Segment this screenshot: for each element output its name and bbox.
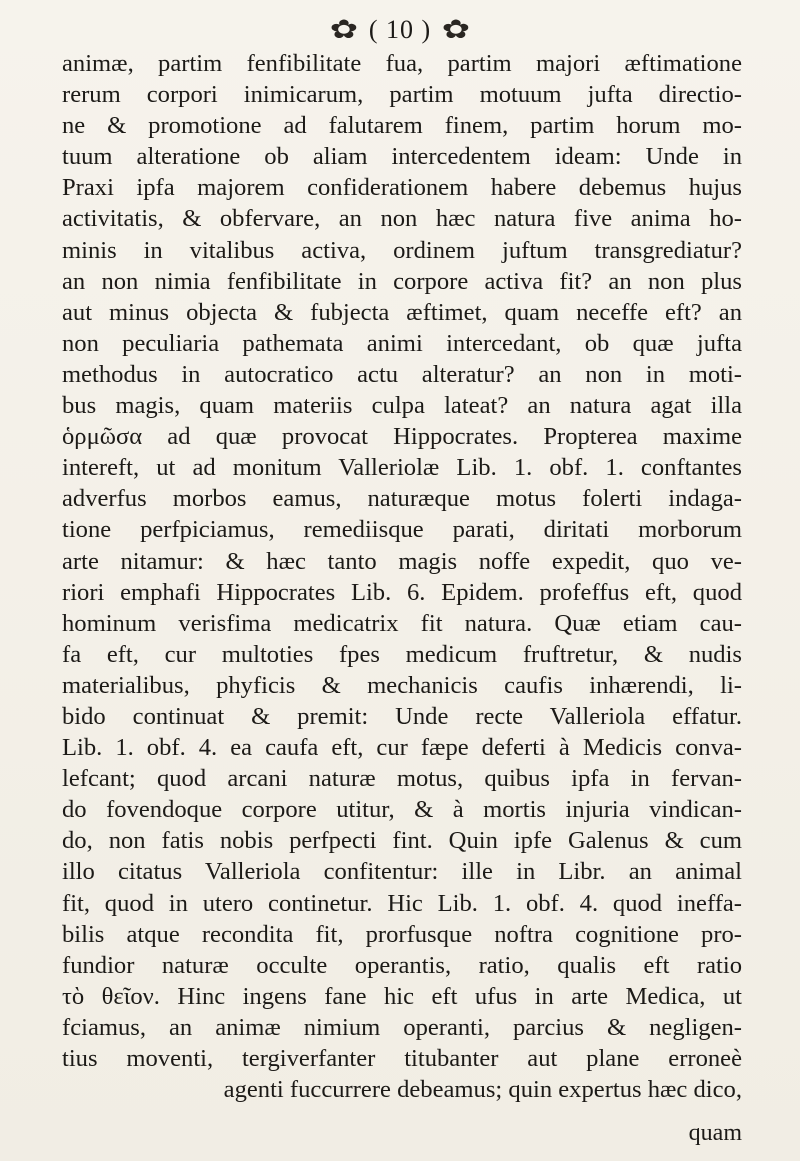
text-line: do fovendoque corpore utitur, & à mortis injuria vindican-	[62, 796, 742, 824]
text-line: agenti fuccurrere debeamus; quin expertus hæc dico,	[223, 1076, 742, 1104]
text-line: do, non fatis nobis perfpecti fint. Quin ipfe Galenus & cum	[62, 827, 742, 855]
text-line: tius moventi, tergiverfanter titubanter aut plane erroneè	[62, 1045, 742, 1072]
text-line: arte nitamur: & hæc tanto magis noffe expedit, quo ve-	[62, 547, 742, 575]
body-text	[62, 48, 742, 1105]
text-line: ne & promotione ad falutarem finem, partim horum mo-	[62, 112, 742, 140]
text-line: rerum corpori inimicarum, partim motuum jufta directio-	[62, 81, 742, 109]
text-line: aut minus objecta & fubjecta æftimet, quam neceffe eft? an	[62, 298, 742, 326]
text-line: an non nimia fenfibilitate in corpore activa fit? an non plus	[62, 267, 742, 295]
text-line: methodus in autocratico actu alteratur? an non in moti-	[62, 360, 742, 388]
text-line: ὁρμῶσα ad quæ provocat Hippocrates. Propterea maxime	[62, 423, 742, 451]
text-line: fciamus, an animæ nimium operanti, parcius & negligen-	[62, 1013, 742, 1041]
ornament-right-icon: ✿	[441, 15, 471, 44]
ornament-left-icon: ✿	[329, 15, 359, 44]
text-line: animæ, partim fenfibilitate fua, partim majori æftimatione	[62, 50, 742, 77]
text-line: fit, quod in utero continetur. Hic Lib. 1. obf. 4. quod ineffa-	[62, 889, 742, 917]
text-line: fa eft, cur multoties fpes medicum fruftretur, & nudis	[62, 640, 742, 668]
text-line: non peculiaria pathemata animi intercedant, ob quæ jufta	[62, 329, 742, 357]
text-line: minis in vitalibus activa, ordinem juftum transgrediatur?	[62, 236, 742, 264]
text-line: fundior naturæ occulte operantis, ratio, qualis eft ratio	[62, 951, 742, 979]
text-line: Lib. 1. obf. 4. ea caufa eft, cur fæpe deferti à Medicis conva-	[62, 734, 742, 762]
text-line: bilis atque recondita fit, prorfusque noftra cognitione pro-	[62, 920, 742, 948]
text-line: bido continuat & premit: Unde recte Valleriola effatur.	[62, 702, 742, 730]
catchword: quam	[688, 1120, 742, 1146]
text-line: tione perfpiciamus, remediisque parati, diritati morborum	[62, 516, 742, 544]
text-line: adverfus morbos eamus, naturæque motus folerti indaga-	[62, 485, 742, 513]
text-line: bus magis, quam materiis culpa lateat? an natura agat illa	[62, 392, 742, 420]
text-line: materialibus, phyficis & mechanicis caufis inhærendi, li-	[62, 671, 742, 699]
text-line: activitatis, & obfervare, an non hæc natura five anima ho-	[62, 205, 742, 233]
text-line: riori emphafi Hippocrates Lib. 6. Epidem. profeffus eft, quod	[62, 578, 742, 606]
text-line: intereft, ut ad monitum Valleriolæ Lib. 1. obf. 1. conftantes	[62, 454, 742, 482]
text-line: τὸ θεῖον. Hinc ingens fane hic eft ufus in arte Medica, ut	[62, 982, 742, 1010]
text-line: tuum alteratione ob aliam intercedentem ideam: Unde in	[62, 143, 742, 171]
text-line: Praxi ipfa majorem confiderationem habere debemus hujus	[62, 174, 742, 202]
page-header	[0, 10, 800, 50]
text-line: illo citatus Valleriola confitentur: ille in Libr. an animal	[62, 858, 742, 886]
text-line: hominum verisfima medicatrix fit natura. Quæ etiam cau-	[62, 609, 742, 637]
text-line: lefcant; quod arcani naturæ motus, quibus ipfa in fervan-	[62, 765, 742, 793]
page-number: ( 10 )	[368, 15, 432, 44]
